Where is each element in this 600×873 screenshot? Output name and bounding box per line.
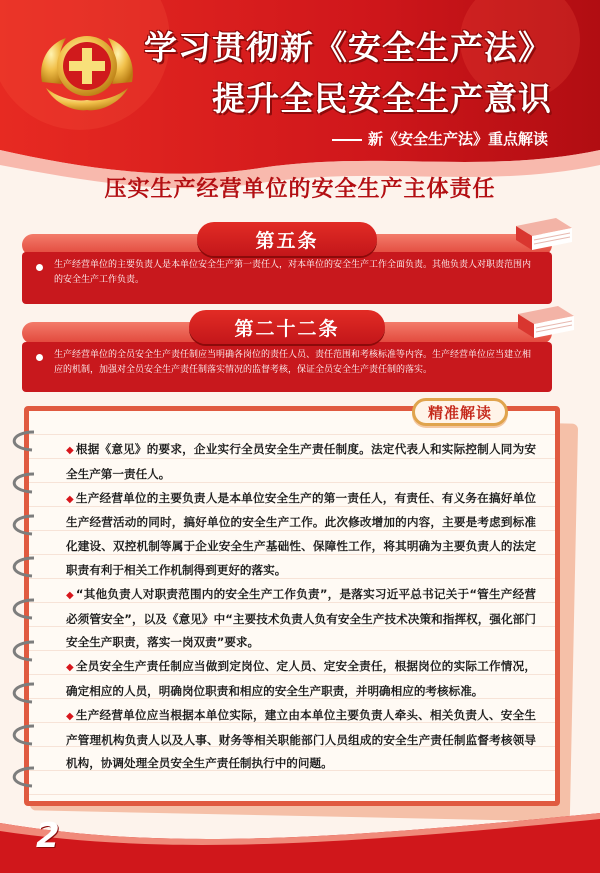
paragraph-text: 生产经营单位的主要负责人是本单位安全生产的第一责任人，有责任、有义务在搞好单位生产经营活动的同时，搞好单位的安全生产工作。此次修改增加的内容，主要是考虑到标准化建设、双控机制等属于企业安全生产基础性、保障性工作，将其明确为主要负责人的法定职责有利于相关工作机制得到更好的落实。 [66,490,536,577]
interpretation-paragraph [66,704,536,776]
interpretation-paragraph [66,583,536,655]
diamond-bullet-icon: ◆ [66,662,74,674]
interpretation-paragraph [66,438,536,487]
article-label: 第五条 [197,222,377,256]
article-block-1 [22,222,552,304]
paragraph-text: 全员安全生产责任制应当做到定岗位、定人员、定安全责任，根据岗位的实际工作情况，确定相应的人员，明确岗位职责和相应的安全生产职责，并明确相应的考核标准。 [66,659,536,698]
article-text: 生产经营单位的主要负责人是本单位安全生产第一责任人，对本单位的安全生产工作全面负责。其他负责人对职责范围内的安全生产工作负责。 [54,260,532,285]
diamond-bullet-icon: ◆ [66,710,74,722]
subtitle-dash [332,139,362,141]
paragraph-text: “其他负责人对职责范围内的安全生产工作负责”，是落实习近平总书记关于“管生产经营必须管安全”，以及《意见》中“主要技术负责人负有安全生产技术决策和指挥权，强化部门安全生产职责，落实一岗双责”要求。 [66,586,536,650]
paragraph-text: 生产经营单位应当根据本单位实际，建立由本单位主要负责人牵头、相关负责人、安全生产管理机构负责人以及人事、财务等相关职能部门人员组成的安全生产责任制监督考核领导机构，协调处理全员安全生产责任制执行中的问题。 [66,707,536,771]
subtitle-text: 新《安全生产法》重点解读 [367,130,548,148]
interpretation-paragraph [66,487,536,583]
paragraph-text: 根据《意见》的要求，企业实行全员安全生产责任制度。法定代表人和实际控制人同为安全生产第一责任人。 [66,442,536,481]
footer-swoosh [0,803,600,873]
subtitle [332,128,548,149]
interpretation-badge: 精准解读 [412,398,508,426]
article-block-2 [22,310,552,390]
bullet-dot [36,354,43,361]
section-heading: 压实生产经营单位的安全生产主体责任 [104,176,496,202]
title-line-2: 提升全民安全生产意识 [212,79,552,118]
book-icon [514,304,576,342]
diamond-bullet-icon: ◆ [66,445,74,456]
diamond-bullet-icon: ◆ [66,589,74,601]
bullet-dot [36,264,43,271]
notebook-rings [4,424,44,804]
interpretation-paragraph [66,655,536,704]
article-label: 第二十二条 [189,310,385,344]
article-card [22,252,552,304]
safety-emblem-icon [28,22,146,118]
title-line-1: 学习贯彻新《安全生产法》 [144,28,552,67]
diamond-bullet-icon: ◆ [66,493,74,505]
book-icon [512,216,574,254]
article-text: 生产经营单位的全员安全生产责任制应当明确各岗位的责任人员、责任范围和考核标准等内容。生产经营单位应当建立相应的机制，加强对全员安全生产责任制落实情况的监督考核，保证全员安全生产责任制的落实。 [54,350,532,375]
article-card [22,342,552,392]
interpretation-content [66,438,536,776]
page-number: 2 [36,816,60,856]
